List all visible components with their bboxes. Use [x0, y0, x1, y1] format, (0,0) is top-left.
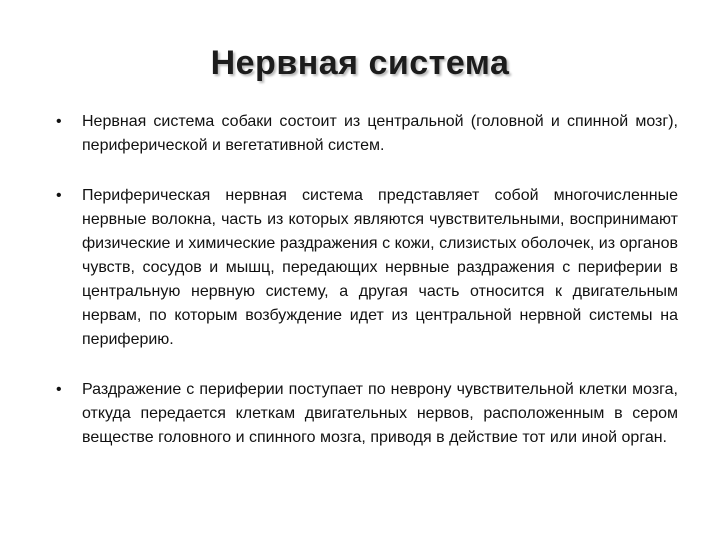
- bullet-dot: •: [56, 187, 62, 204]
- bullet-list: [56, 110, 678, 450]
- bullet-item-2: [56, 184, 678, 352]
- slide-title: Нервная система: [210, 44, 510, 82]
- bullet-item-1: [56, 110, 678, 158]
- bullet-dot: •: [56, 113, 62, 130]
- bullet-text: Нервная система собаки состоит из центральной (головной и спинной мозг), периферической и вегетативной систем.: [82, 113, 678, 154]
- bullet-dot: •: [56, 381, 62, 398]
- bullet-text: Периферическая нервная система представляет собой многочисленные нервные волокна, часть из которых являются чувствительными, воспринимают физические и химические раздражения с кожи, слизистых оболочек, из органов чувств, сосудов и мышц, передающих нервные раздражения с периферии в центральную нервную систему, а другая часть относится к двигательным нервам, по которым возбуждение идет из центральной нервной системы на периферию.: [82, 187, 678, 348]
- bullet-item-3: [56, 378, 678, 450]
- bullet-text: Раздражение с периферии поступает по неврону чувствительной клетки мозга, откуда передается клеткам двигательных нервов, расположенным в сером веществе головного и спинного мозга, приводя в действие тот или иной орган.: [82, 381, 678, 446]
